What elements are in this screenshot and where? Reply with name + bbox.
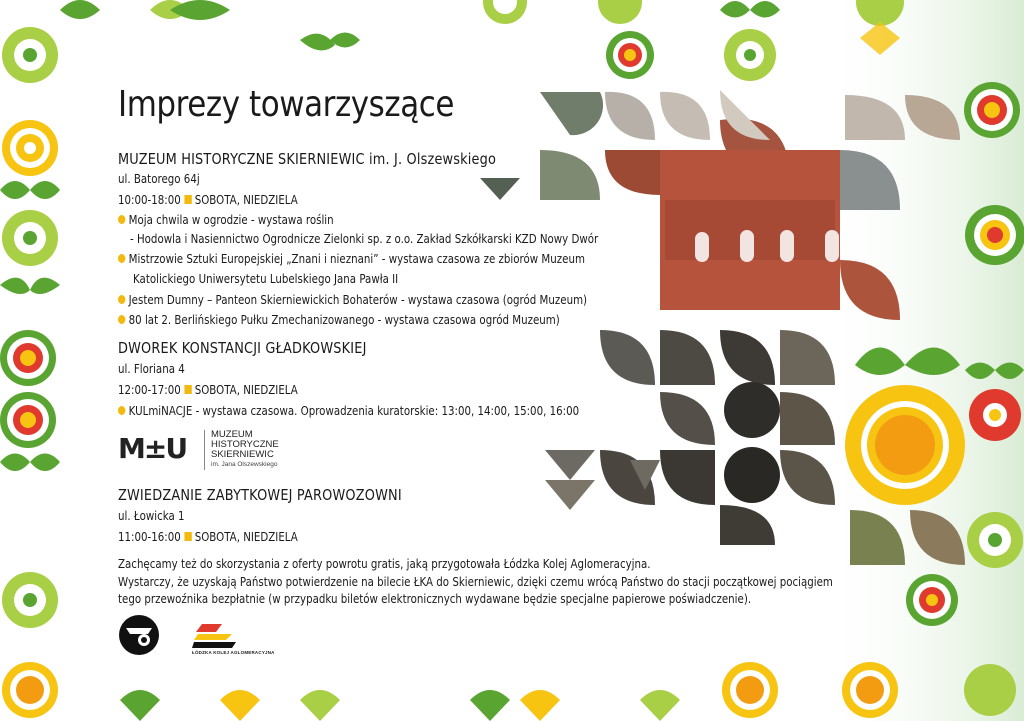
museum-days: SOBOTA, NIEDZIELA: [194, 192, 298, 207]
leaf-icon-group-bottom: [120, 690, 680, 721]
museum-hours: 10:00-18:00: [118, 192, 181, 207]
lka-caption: ŁÓDZKA KOLEJ AGLOMERACYJNA: [192, 650, 275, 655]
museum-item-text: Jestem Dumny – Panteon Skierniewickich Bohaterów - wystawa czasowa (ogród Muzeum): [128, 292, 588, 307]
museum-item-2-cont: Katolickiego Uniwersytetu Lubelskiego Jana Pawła II: [133, 271, 399, 286]
museum-item-4: [118, 312, 560, 327]
square-icon: [184, 385, 191, 394]
logo-subline: im. Jana Olszewskiego: [211, 461, 278, 468]
square-icon: [184, 532, 191, 541]
dworek-item-text: KULmiNACJE - wystawa czasowa. Oprowadzenia kuratorskie: 13:00, 14:00, 15:00, 16:00: [128, 403, 580, 418]
lka-logo: [192, 620, 275, 660]
page-title: Imprezy towarzyszące: [118, 84, 454, 125]
museum-hours-row: [118, 192, 298, 207]
museum-logo: [118, 429, 288, 468]
museum-item-text: 80 lat 2. Berlińskiego Pułku Zmechanizowanego - wystawa czasowa ogród Muzeum): [128, 312, 560, 327]
flower-icon-group-left: [0, 27, 60, 718]
parowozownia-address: ul. Łowicka 1: [118, 508, 185, 523]
parowozownia-hours-row: [118, 529, 298, 544]
dworek-address: ul. Floriana 4: [118, 361, 185, 376]
bullet-icon: [118, 295, 125, 304]
logo-line: SKIERNIEWIC: [211, 449, 274, 460]
museum-item-2: [118, 251, 585, 266]
dworek-heading: DWOREK KONSTANCJI GŁADKOWSKIEJ: [118, 339, 367, 357]
museum-address: ul. Batorego 64j: [118, 171, 200, 186]
footer-line-3: tego przewoźnika bezpłatnie (w przypadku biletów elektronicznych wydawane będzie specjalne papierowe poświadczenie).: [118, 591, 752, 606]
lka-logo-icon: [192, 620, 242, 650]
dworek-item: [118, 403, 579, 418]
logo-line: HISTORYCZNE: [211, 439, 279, 450]
footer-line-2: Wystarczy, że uzyskają Państwo potwierdzenie na bilecie ŁKA do Skierniewic, dzięki czemu wrócą Państwo do stacji początkowej pociągiem: [118, 574, 833, 589]
parowozownia-heading: ZWIEDZANIE ZABYTKOWEJ PAROWOZOWNI: [118, 486, 402, 504]
bullet-icon: [118, 254, 125, 263]
dworek-hours-row: [118, 382, 298, 397]
parowozownia-days: SOBOTA, NIEDZIELA: [194, 529, 298, 544]
parowozownia-hours: 11:00-16:00: [118, 529, 181, 544]
museum-item-text: Moja chwila w ogrodzie - wystawa roślin: [128, 212, 334, 227]
museum-heading: MUZEUM HISTORYCZNE SKIERNIEWIC im. J. Olszewskiego: [118, 150, 497, 168]
museum-item-1-cont: - Hodowla i Nasiennictwo Ogrodnicze Zielonki sp. z o.o. Zakład Szkółkarski KZD Nowy Dwór: [130, 231, 599, 246]
partner-logo-icon: [118, 614, 160, 656]
museum-item-3: [118, 292, 587, 307]
bullet-icon: [118, 215, 125, 224]
museum-logo-mark: M±U: [118, 432, 187, 465]
museum-item-1: [118, 212, 334, 227]
dworek-hours: 12:00-17:00: [118, 382, 181, 397]
dworek-days: SOBOTA, NIEDZIELA: [194, 382, 298, 397]
footer-line-1: Zachęcamy też do skorzystania z oferty powrotu gratis, jaką przygotowała Łódzka Kolej Aglomeracyjna.: [118, 556, 651, 571]
logo-line: MUZEUM: [211, 429, 253, 440]
bullet-icon: [118, 406, 125, 415]
bullet-icon: [118, 315, 125, 324]
museum-logo-text: [204, 430, 279, 470]
square-icon: [184, 195, 191, 204]
museum-item-text: Mistrzowie Sztuki Europejskiej „Znani i nieznani” - wystawa czasowa ze zbiorów Muzeum: [128, 251, 585, 266]
